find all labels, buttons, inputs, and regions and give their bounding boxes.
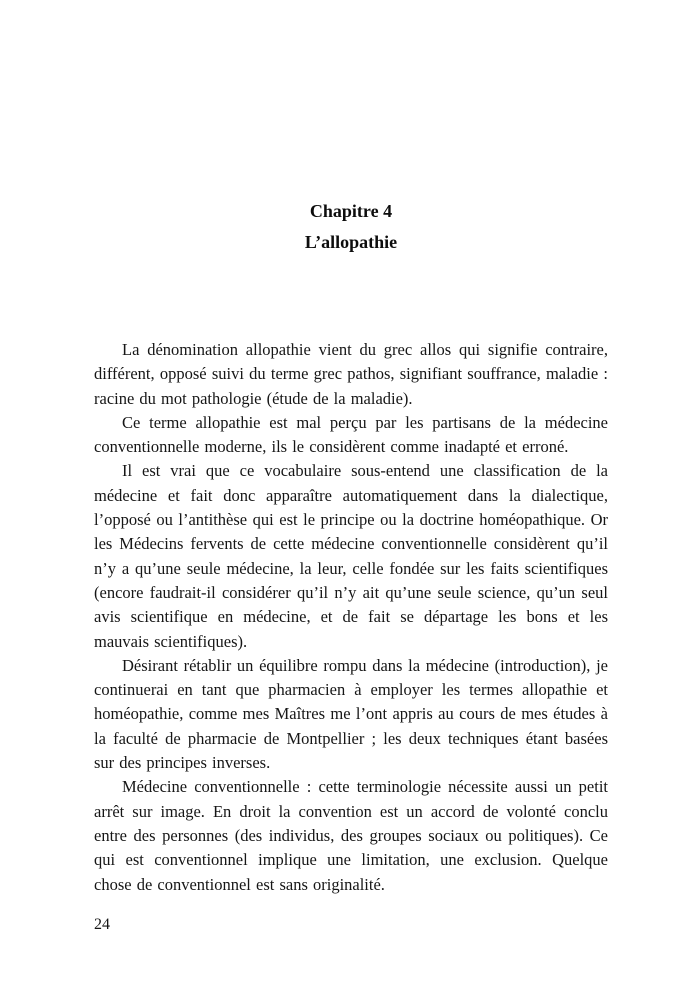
chapter-title: L’allopathie (304, 232, 398, 252)
paragraph: Médecine conventionnelle : cette terminologie nécessite aussi un petit arrêt sur image. En droit la convention est un accord de volonté conclu entre des personnes (des individus, des groupes sociaux ou politiques). Ce qui est conventionnel implique une limitation, une exclusion. Quelque chose de conventionnel est sans originalité. (94, 777, 608, 894)
chapter-heading (94, 0, 608, 258)
paragraph: Ce terme allopathie est mal perçu par les partisans de la médecine conventionnelle moderne, ils le considèrent comme inadapté et erroné. (94, 412, 608, 457)
paragraph: La dénomination allopathie vient du grec allos qui signifie contraire, différent, opposé suivi du terme grec pathos, signifiant souffrance, maladie : racine du mot pathologie (étude de la maladie). (94, 340, 608, 408)
chapter-number: Chapitre 4 (309, 201, 393, 221)
body-text (94, 338, 608, 897)
page-number: 24 (94, 916, 110, 933)
paragraph: Désirant rétablir un équilibre rompu dans la médecine (introduction), je continuerai en tant que pharmacien à employer les termes allopathie et homéopathie, comme mes Maîtres me l’ont appris au cours de mes études à la faculté de pharmacie de Montpellier ; les deux techniques étant basées sur des principes inverses. (94, 655, 608, 773)
paragraph: Il est vrai que ce vocabulaire sous-entend une classification de la médecine et fait donc apparaître automatiquement dans la dialectique, l’opposé ou l’antithèse qui est le principe ou la doctrine homéopathique. Or les Médecins fervents de cette médecine conventionnelle considèrent qu’il n’y a qu’une seule médecine, la leur, celle fondée sur les faits scientifiques (encore faudrait-il considérer qu’il n’y ait qu’une seule science, qu’un seul avis scientifique en médecine, et de fait se départage les bons et les mauvais scientifiques). (94, 461, 608, 651)
